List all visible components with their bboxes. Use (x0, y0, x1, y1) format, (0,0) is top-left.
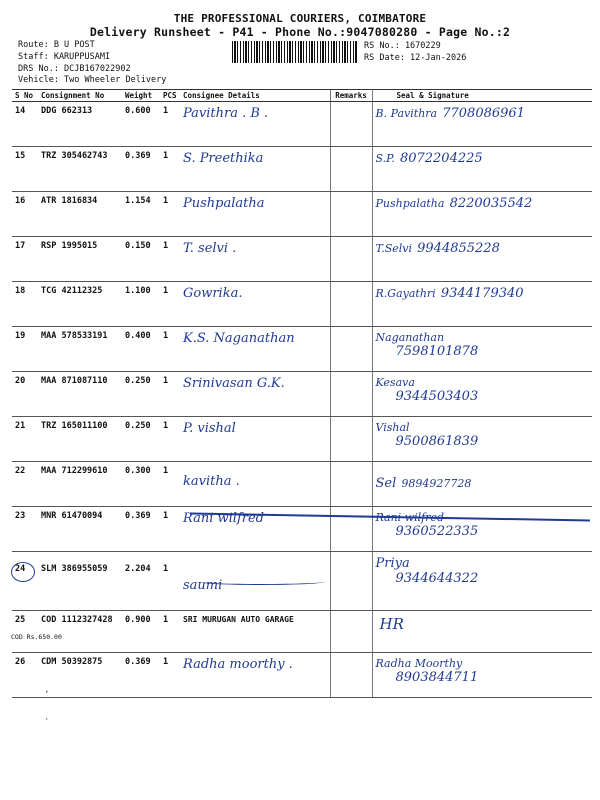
consignee-cell (180, 462, 330, 507)
vehicle-label: Vehicle: Two Wheeler Delivery (18, 75, 167, 85)
signature-handwriting: Radha Moorthy (375, 657, 463, 670)
barcode-image (232, 41, 358, 63)
consignee-handwriting: Pushpalatha (183, 196, 265, 211)
stray-mark: · (44, 715, 50, 725)
consignee-handwriting: P. vishal (183, 421, 236, 436)
signature-cell (372, 192, 592, 237)
table-row (12, 611, 592, 653)
column-header: Consignee Details (180, 90, 330, 102)
signature-cell (372, 507, 592, 552)
phone-handwriting: 7708086961 (442, 106, 525, 121)
table-row (12, 192, 592, 237)
consignee-cell (180, 282, 330, 327)
consignee-cell (180, 147, 330, 192)
phone-handwriting: 9344503403 (395, 389, 479, 404)
consignment-cell: MAA 578533191 (38, 327, 122, 372)
signature-handwriting: R.Gayathri (375, 287, 436, 300)
signature-cell (372, 327, 592, 372)
signature-cell (372, 417, 592, 462)
pcs-cell: 1 (160, 192, 180, 237)
remarks-cell (330, 552, 372, 611)
column-header: Remarks (330, 90, 372, 102)
signature-handwriting: S.P. (375, 152, 395, 165)
consignment-cell: MAA 712299610 (38, 462, 122, 507)
consignee-cell (180, 417, 330, 462)
pcs-cell: 1 (160, 282, 180, 327)
staff-label: Staff: KARUPPUSAMI (18, 52, 111, 62)
phone-handwriting: 9500861839 (395, 434, 479, 449)
phone-handwriting: 9944855228 (417, 241, 500, 256)
table-row (12, 462, 592, 507)
consignee-handwriting: saumi (183, 578, 223, 593)
signature-cell (372, 611, 592, 653)
sno-cell: 20 (12, 372, 38, 417)
runsheet-subtitle: Delivery Runsheet - P41 - Phone No.:9047080280 - Page No.:2 (89, 25, 511, 39)
consignee-cell (180, 372, 330, 417)
signature-cell (372, 462, 592, 507)
weight-cell: 1.154 (122, 192, 160, 237)
consignment-cell: DDG 662313 (38, 102, 122, 147)
weight-cell: 0.600 (122, 102, 160, 147)
weight-cell: 1.100 (122, 282, 160, 327)
phone-handwriting: 9360522335 (395, 524, 479, 539)
consignee-handwriting: S. Preethika (183, 151, 264, 166)
delivery-table (12, 89, 592, 698)
stray-mark: ʼ (44, 690, 50, 700)
consignment-cell: ATR 1816834 (38, 192, 122, 237)
consignment-cell: MNR 61470094 (38, 507, 122, 552)
weight-cell: 0.369 (122, 147, 160, 192)
sno-cell: 23 (12, 507, 38, 552)
rs-number: RS No.: 1670229 (364, 41, 441, 51)
column-header: PCS (160, 90, 180, 102)
table-header-row (12, 90, 592, 102)
signature-handwriting: Pushpalatha (375, 197, 445, 210)
column-header: Consignment No (38, 90, 122, 102)
pcs-cell: 1 (160, 237, 180, 282)
phone-handwriting: 9894927728 (401, 477, 472, 490)
consignee-handwriting: Pavithra . B . (183, 106, 269, 121)
consignee-cell (180, 102, 330, 147)
weight-cell: 0.400 (122, 327, 160, 372)
signature-handwriting: Vishal (375, 421, 410, 434)
consignee-cell (180, 192, 330, 237)
consignment-cell: SLM 386955059 (38, 552, 122, 611)
table-row (12, 372, 592, 417)
pcs-cell: 1 (160, 102, 180, 147)
table-row (12, 147, 592, 192)
weight-cell: 0.150 (122, 237, 160, 282)
remarks-cell (330, 327, 372, 372)
company-title: THE PROFESSIONAL COURIERS, COIMBATORE (173, 12, 427, 25)
weight-cell: 2.204 (122, 552, 160, 611)
signature-cell (372, 653, 592, 698)
phone-handwriting: 9344179340 (440, 286, 524, 301)
consignee-handwriting: Radha moorthy . (183, 657, 293, 672)
table-row (12, 237, 592, 282)
consignment-cell: TRZ 165011100 (38, 417, 122, 462)
sno-cell: 15 (12, 147, 38, 192)
signature-handwriting: Priya (375, 556, 410, 571)
signature-handwriting: Sel (375, 476, 397, 491)
signature-handwriting: Kesava (375, 376, 415, 389)
consignee-handwriting: Srinivasan G.K. (183, 376, 285, 391)
signature-cell (372, 102, 592, 147)
pcs-cell: 1 (160, 372, 180, 417)
consignee-handwriting: T. selvi . (183, 241, 237, 256)
table-row (12, 507, 592, 552)
sno-cell: 19 (12, 327, 38, 372)
remarks-cell (330, 372, 372, 417)
table-row (12, 282, 592, 327)
signature-cell (372, 237, 592, 282)
signature-cell (372, 147, 592, 192)
sno-cell: 26 (12, 653, 38, 698)
sno-cell: 18 (12, 282, 38, 327)
pcs-cell: 1 (160, 653, 180, 698)
column-header: Weight (122, 90, 160, 102)
table-row (12, 653, 592, 698)
remarks-cell (330, 282, 372, 327)
table-row (12, 102, 592, 147)
sno-cell: 16 (12, 192, 38, 237)
phone-handwriting: 7598101878 (395, 344, 479, 359)
consignee-handwriting: Rani wilfred (183, 511, 264, 526)
signature-handwriting: T.Selvi (375, 242, 413, 255)
pen-underline-mark (196, 578, 326, 585)
phone-handwriting: 9344644322 (395, 571, 479, 586)
column-header: S No (12, 90, 38, 102)
pen-circle-mark (11, 562, 35, 582)
consignment-number: COD 1112327428 (41, 615, 113, 625)
consignee-cell (180, 237, 330, 282)
consignee-handwriting: Gowrika. (183, 286, 243, 301)
sno-cell: 17 (12, 237, 38, 282)
consignment-cell: MAA 871087110 (38, 372, 122, 417)
weight-cell: 0.250 (122, 417, 160, 462)
consignment-cell: RSP 1995015 (38, 237, 122, 282)
remarks-cell (330, 417, 372, 462)
route-label: Route: B U POST (18, 40, 95, 50)
remarks-cell (330, 462, 372, 507)
remarks-cell (330, 611, 372, 653)
column-header: Seal & Signature (372, 90, 592, 102)
consignee-printed: SRI MURUGAN AUTO GARAGE (183, 615, 294, 624)
sno-cell: 21 (12, 417, 38, 462)
weight-cell: 0.250 (122, 372, 160, 417)
consignment-cell: TCG 42112325 (38, 282, 122, 327)
phone-handwriting: 8072204225 (399, 151, 483, 166)
consignee-cell (180, 653, 330, 698)
remarks-cell (330, 237, 372, 282)
remarks-cell (330, 147, 372, 192)
remarks-cell (330, 192, 372, 237)
consignee-cell (180, 611, 330, 653)
pcs-cell: 1 (160, 327, 180, 372)
weight-cell: 0.369 (122, 507, 160, 552)
signature-handwriting: Naganathan (375, 331, 445, 344)
rs-date: RS Date: 12-Jan-2026 (364, 53, 467, 63)
phone-handwriting: 8903844711 (395, 670, 479, 685)
pcs-cell: 1 (160, 417, 180, 462)
table-row (12, 327, 592, 372)
pcs-cell: 1 (160, 611, 180, 653)
pcs-cell: 1 (160, 147, 180, 192)
cod-amount: COD Rs.650.00 (11, 633, 62, 641)
signature-cell (372, 282, 592, 327)
remarks-cell (330, 507, 372, 552)
consignment-cell: TRZ 305462743 (38, 147, 122, 192)
signature-cell (372, 372, 592, 417)
sno-cell: 22 (12, 462, 38, 507)
weight-cell: 0.900 (122, 611, 160, 653)
consignment-cell: CDM 50392875 (38, 653, 122, 698)
pcs-cell: 1 (160, 507, 180, 552)
signature-handwriting: HR (379, 615, 404, 633)
drs-number: DRS No.: DCJB167022902 (18, 64, 131, 74)
table-row (12, 417, 592, 462)
pcs-cell: 1 (160, 552, 180, 611)
remarks-cell (330, 653, 372, 698)
weight-cell: 0.369 (122, 653, 160, 698)
signature-handwriting: B. Pavithra (375, 107, 438, 120)
consignee-handwriting: K.S. Naganathan (183, 331, 295, 346)
signature-cell (372, 552, 592, 611)
consignee-cell (180, 327, 330, 372)
remarks-cell (330, 102, 372, 147)
sno-cell: 24 (12, 552, 38, 611)
weight-cell: 0.300 (122, 462, 160, 507)
sno-cell: 14 (12, 102, 38, 147)
phone-handwriting: 8220035542 (449, 196, 533, 211)
consignee-handwriting: kavitha . (183, 474, 240, 489)
sno-cell: 25 (12, 611, 38, 653)
pcs-cell: 1 (160, 462, 180, 507)
